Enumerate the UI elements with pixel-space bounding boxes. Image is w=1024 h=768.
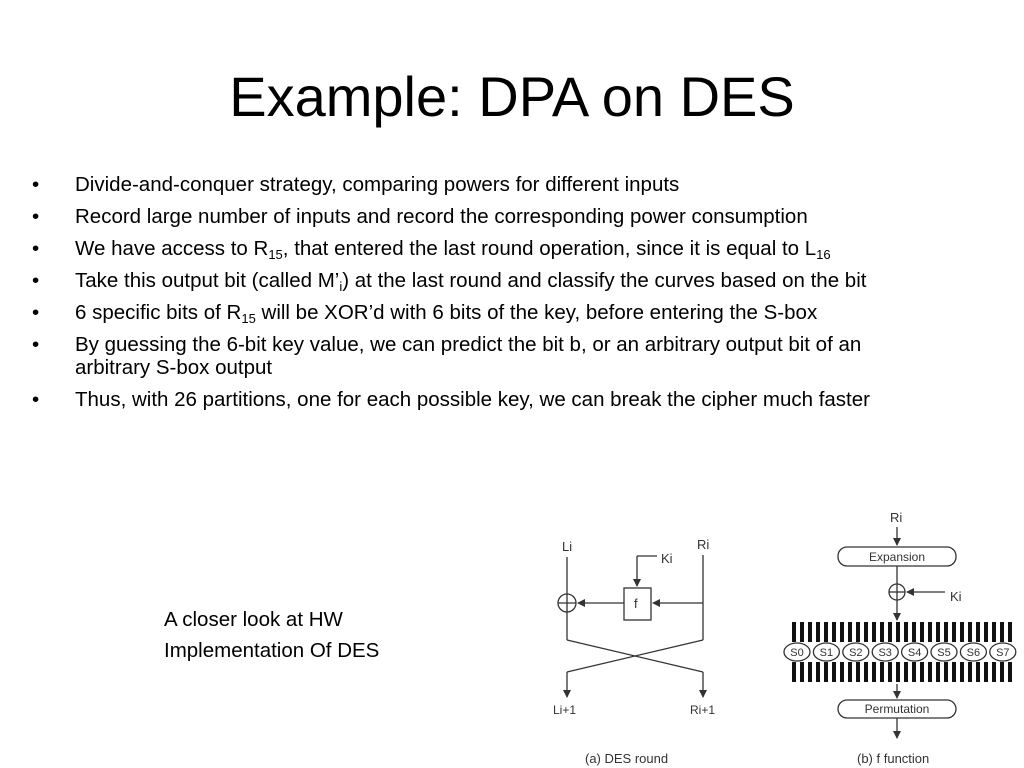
sbox-s7 [990, 643, 1016, 661]
bullet-text: will be XOR’d with 6 bits of the key, before entering the S-box [255, 301, 818, 324]
subscript: 15 [241, 311, 256, 326]
sbox-s4 [902, 643, 928, 661]
label-ri-f: Ri [890, 510, 903, 525]
sbox-s0 [784, 643, 810, 661]
bullet-text: , that entered the last round operation, since it is equal to L [282, 237, 817, 260]
sbox-label: S4 [907, 647, 922, 659]
label-li: Li [562, 539, 573, 554]
caption-des-round: (a) DES round [585, 751, 669, 766]
slide-title: Example: DPA on DES [229, 65, 795, 128]
sbox-label: S2 [849, 647, 863, 659]
wire-bundle-bottom [789, 662, 1014, 682]
sbox-row [784, 643, 1016, 661]
bullet-text: 6 specific bits of R [75, 301, 242, 324]
sbox-label: S1 [819, 647, 834, 659]
bullet-dot: • [32, 205, 40, 228]
bullet-text: Take this output bit (called M’ [75, 269, 340, 292]
label-ri: Ri [697, 537, 710, 552]
sbox-label: S7 [996, 647, 1010, 659]
expansion-label: Expansion [868, 550, 926, 564]
sbox-s6 [960, 643, 986, 661]
sbox-label: S5 [937, 647, 951, 659]
bullet-dot: • [32, 301, 40, 324]
label-ki-round: Ki [661, 551, 673, 566]
sbox-s1 [813, 643, 839, 661]
bullet-dot: • [32, 333, 40, 356]
subscript: 16 [816, 247, 831, 262]
sbox-label: S6 [966, 647, 981, 659]
bullet-text: We have access to R [75, 237, 269, 260]
bullet-dot: • [32, 173, 40, 196]
caption-line-2: Implementation Of DES [164, 639, 380, 662]
sbox-label: S3 [878, 647, 892, 659]
f-label: f [634, 596, 638, 611]
bullet-text: Thus, with 26 partitions, one for each possible key, we can break the cipher much faster [75, 388, 870, 411]
sbox-s2 [843, 643, 869, 661]
sbox-s3 [872, 643, 898, 661]
sbox-s5 [931, 643, 957, 661]
bullet-text: By guessing the 6-bit key value, we can predict the bit b, or an arbitrary output bit of an arbitrary S-box output [75, 333, 862, 379]
subscript: 15 [268, 247, 283, 262]
sbox-label: S0 [790, 647, 804, 659]
bullet-dot: • [32, 269, 40, 292]
des-round-diagram [553, 537, 715, 766]
bullet-dot: • [32, 388, 40, 411]
wire-bundle-top [789, 622, 1014, 642]
xor-symbol-f [889, 584, 905, 600]
subscript: i [339, 279, 343, 294]
caption-f-function: (b) f function [857, 751, 930, 766]
f-function-diagram [784, 510, 1016, 766]
caption-line-1: A closer look at HW [164, 608, 343, 631]
xor-symbol-round [558, 594, 576, 612]
bullet-dot: • [32, 237, 40, 260]
label-ki-f: Ki [950, 589, 962, 604]
bullet-text: ) at the last round and classify the curves based on the bit [342, 269, 867, 292]
bullet-text: Divide-and-conquer strategy, comparing powers for different inputs [75, 173, 680, 196]
bullet-text: Record large number of inputs and record the corresponding power consumption [75, 205, 808, 228]
permutation-label: Permutation [864, 702, 930, 716]
label-ri1: Ri+1 [690, 703, 716, 717]
label-li1: Li+1 [553, 703, 577, 717]
